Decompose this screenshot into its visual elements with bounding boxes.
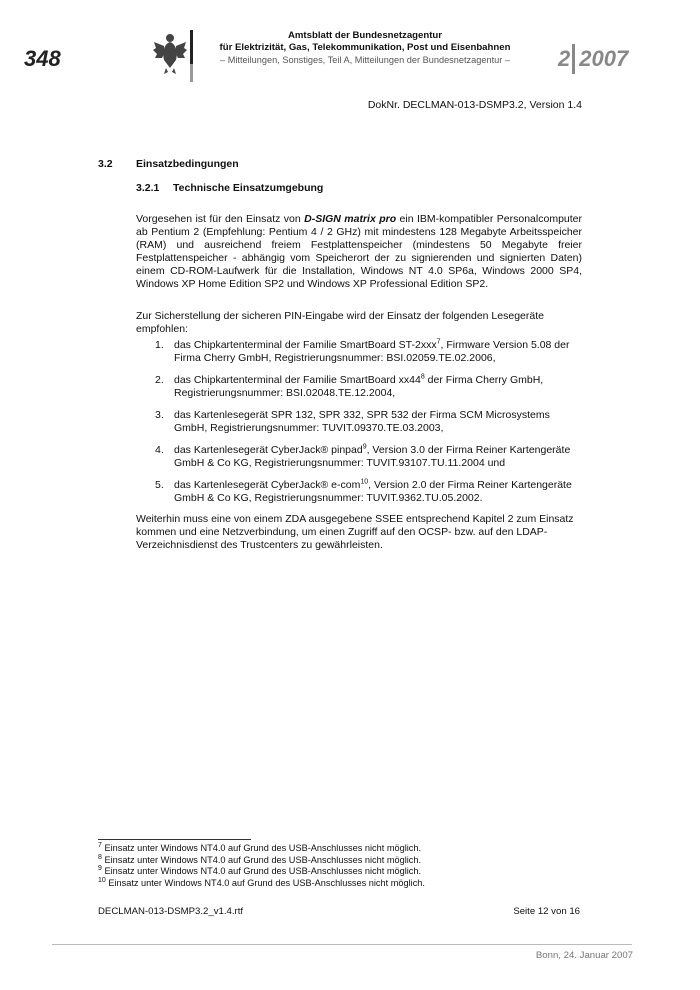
subsection-title: Technische Einsatzumgebung (173, 182, 324, 194)
list-item (155, 479, 585, 505)
federal-eagle-logo (150, 28, 190, 78)
list-item-number: 4. (155, 444, 164, 456)
section-heading (98, 158, 239, 170)
footnote-text: Einsatz unter Windows NT4.0 auf Grund des USB-Anschlusses nicht möglich. (105, 877, 425, 888)
list-item-number: 1. (155, 339, 164, 351)
document-reference: DokNr. DECLMAN-013-DSMP3.2, Version 1.4 (367, 99, 582, 111)
footnote (98, 878, 425, 890)
header-title (200, 30, 530, 54)
footnote-ref[interactable]: 10 (360, 478, 369, 486)
list-item (155, 374, 585, 400)
paragraph-readers-intro: Zur Sicherstellung der sicheren PIN-Eingabe wird der Einsatz der folgenden Lesegeräte empfohlen: (136, 310, 544, 335)
paragraph-requirements (136, 213, 582, 291)
list-item-text: das Kartenlesegerät SPR 132, SPR 332, SPR 532 der Firma SCM Microsystems GmbH, Registrierungsnummer: TUVIT.09370.TE.03.2003, (174, 409, 550, 434)
section-title: Einsatzbedingungen (136, 158, 239, 170)
footnote-number: 8 (98, 853, 102, 861)
issue-number: 2 (558, 46, 571, 71)
list-item-number: 5. (155, 479, 164, 491)
list-item-text: , Firmware Version 5.08 der Firma Cherry GmbH, Registrierungsnummer: BSI.02059.TE.02.2006, (174, 339, 570, 364)
list-item-number: 2. (155, 374, 164, 386)
list-item-number: 3. (155, 409, 164, 421)
issue-year: 2007 (579, 46, 629, 71)
page-number: 348 (24, 46, 61, 71)
list-item-text: das Chipkartenterminal der Familie SmartBoard xx44 (174, 374, 421, 386)
paragraph-network: Weiterhin muss eine von einem ZDA ausgegebene SSEE entsprechend Kapitel 2 zum Einsatz kommen und eine Netzverbindung, um einen Zugriff auf den OCSP- bzw. auf den LDAP-Verzeichnisdienst des Trustcenters zu gewährleisten. (136, 513, 574, 551)
product-name: D-SIGN matrix pro (304, 213, 397, 225)
footnote-number: 7 (98, 841, 102, 849)
list-item-text: , Version 3.0 der Firma Reiner Kartengeräte GmbH & Co KG, Registrierungsnummer: TUVIT.93107.TU.11.2004 und (174, 444, 571, 469)
issue-separator (572, 44, 575, 74)
footnote-ref[interactable]: 9 (362, 443, 367, 451)
footnote-divider (98, 839, 251, 840)
paragraph-text: Vorgesehen ist für den Einsatz von (136, 213, 305, 225)
list-item (155, 409, 585, 435)
header-divider-lower (190, 64, 193, 82)
list-item-text: der Firma Cherry GmbH, Registrierungsnummer: BSI.02048.TE.12.2004, (174, 374, 544, 399)
footnote (98, 843, 425, 855)
footnote-ref[interactable]: 7 (436, 338, 441, 346)
footnote-ref[interactable]: 8 (420, 373, 425, 381)
list-item-text: das Chipkartenterminal der Familie SmartBoard ST-2xxx (174, 339, 437, 351)
list-item-text: das Kartenlesegerät CyberJack® e-com (174, 479, 361, 491)
section-number: 3.2 (98, 158, 113, 170)
list-item-text: das Kartenlesegerät CyberJack® pinpad (174, 444, 363, 456)
footnote-text: Einsatz unter Windows NT4.0 auf Grund des USB-Anschlusses nicht möglich. (101, 843, 422, 853)
footer-date: Bonn, 24. Januar 2007 (535, 950, 633, 961)
header-subtitle: – Mitteilungen, Sonstiges, Teil A, Mitteilungen der Bundesnetzagentur – (220, 55, 510, 65)
footnote-number: 9 (98, 864, 102, 872)
footnote-text: Einsatz unter Windows NT4.0 auf Grund des USB-Anschlusses nicht möglich. (101, 866, 422, 876)
list-item (155, 339, 585, 365)
header-title-line1: Amtsblatt der Bundesnetzagentur (287, 30, 443, 41)
subsection-number: 3.2.1 (136, 182, 160, 194)
subsection-heading (136, 182, 323, 194)
footer-divider (52, 944, 632, 945)
issue-label (558, 44, 628, 74)
list-item-text: , Version 2.0 der Firma Reiner Kartengeräte GmbH & Co KG, Registrierungsnummer: TUVIT.9362.TU.05.2002. (174, 479, 572, 504)
footnote (98, 866, 425, 878)
footer-filename: DECLMAN-013-DSMP3.2_v1.4.rtf (98, 906, 244, 917)
footnote-text: Einsatz unter Windows NT4.0 auf Grund des USB-Anschlusses nicht möglich. (101, 854, 422, 865)
footnote (98, 855, 425, 867)
footnote-number: 10 (98, 876, 106, 884)
card-reader-list (155, 339, 585, 514)
list-item (155, 444, 585, 470)
footnotes (98, 843, 425, 889)
paragraph-text: ein IBM-kompatibler Personalcomputer ab Pentium 2 (Empfehlung: Pentium 4 / 2 GHz) mit mindestens 128 Megabyte Arbeitsspeicher (RAM) und ausreichend freiem Festplattenspeicher (mindestens 50 Megabyte freier Festplattenspeicher - abhängig vom Speicherort der zu signierenden und signierten Daten) einem CD-ROM-Laufwerk für die Installation, Windows NT 4.0 SP6a, Windows 2000 SP4, Windows XP Home Edition SP2 und Windows XP Professional Edition SP2. (136, 213, 583, 290)
header-title-line2: für Elektrizität, Gas, Telekommunikation, Post und Eisenbahnen (219, 42, 511, 53)
footer-page-info: Seite 12 von 16 (513, 906, 580, 917)
